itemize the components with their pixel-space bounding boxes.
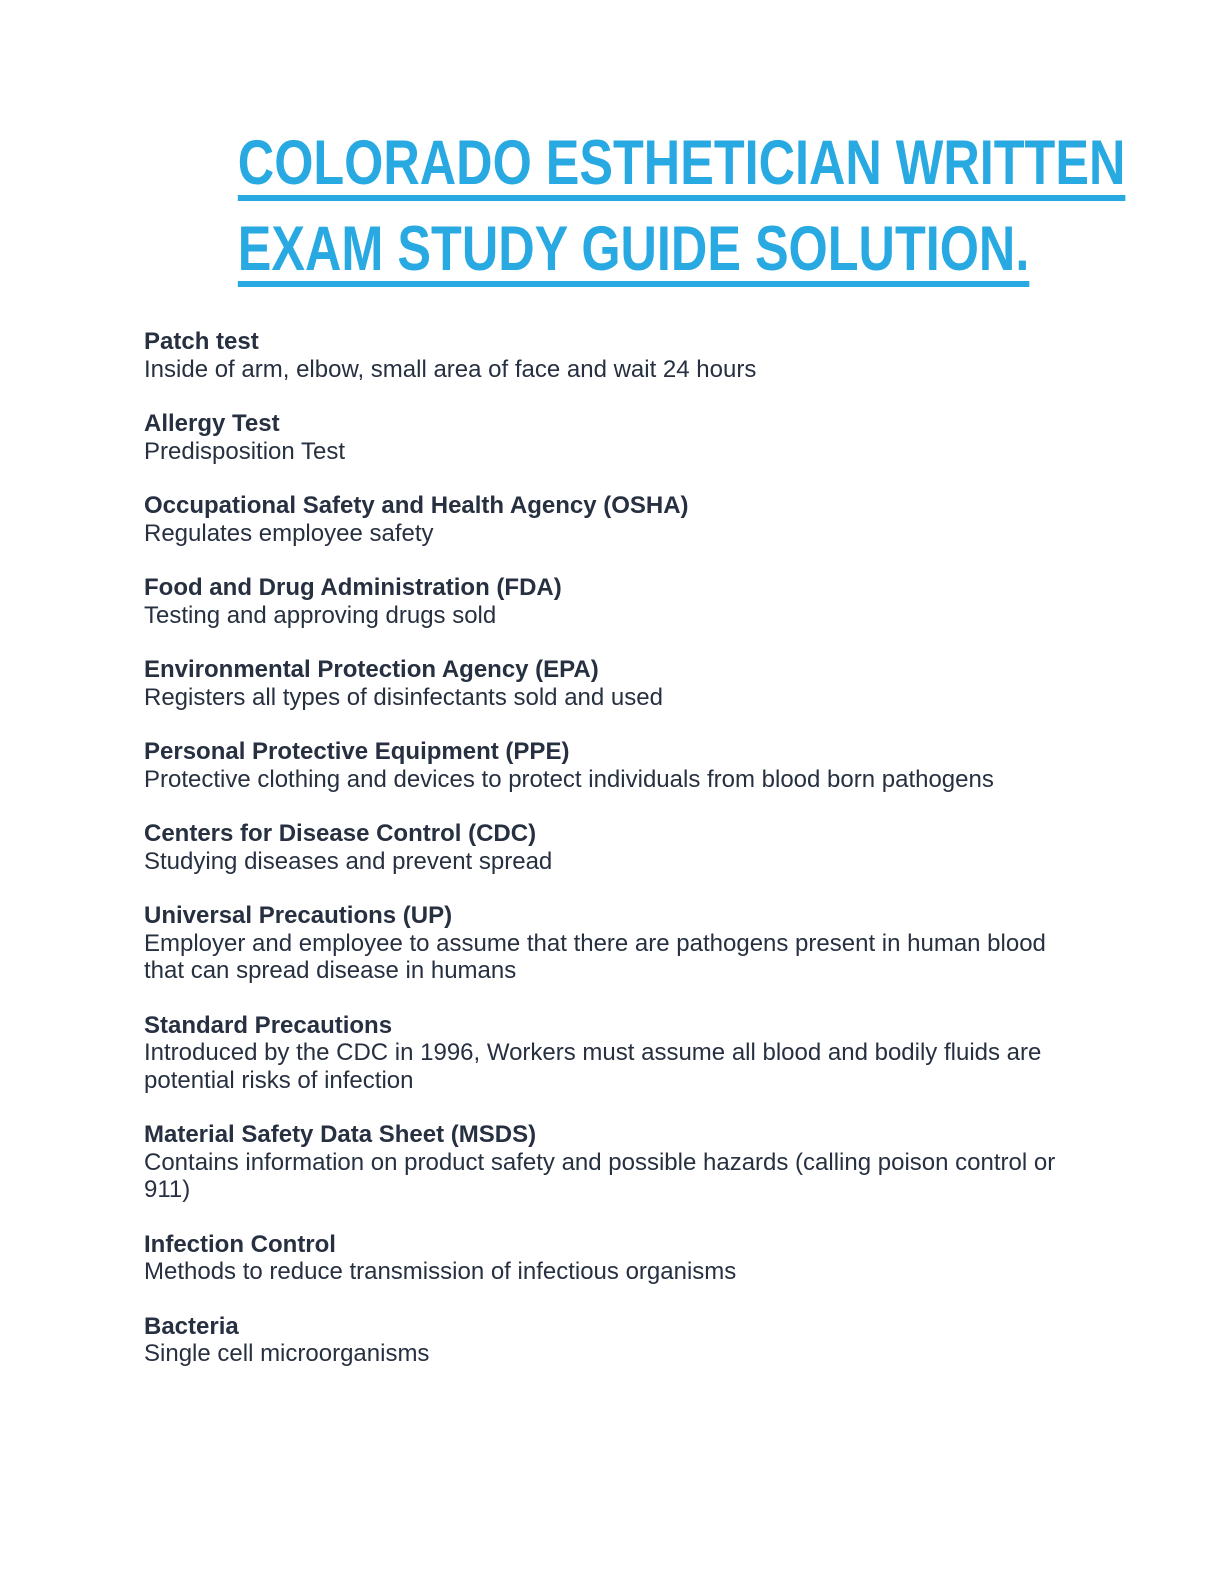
glossary-entry bbox=[144, 1313, 1082, 1368]
term-heading: Personal Protective Equipment (PPE) bbox=[144, 738, 570, 765]
glossary-entry bbox=[144, 656, 1082, 711]
glossary-entry bbox=[144, 492, 1082, 547]
glossary-entry bbox=[144, 1012, 1082, 1095]
page-title bbox=[144, 120, 1126, 292]
term-heading: Environmental Protection Agency (EPA) bbox=[144, 656, 599, 683]
glossary-entry bbox=[144, 574, 1082, 629]
term-definition: Contains information on product safety and possible hazards (calling poison control or 911) bbox=[144, 1148, 1056, 1203]
term-definition: Introduced by the CDC in 1996, Workers must assume all blood and bodily fluids are potential risks of infection bbox=[144, 1039, 1042, 1094]
term-heading: Bacteria bbox=[144, 1312, 239, 1340]
term-definition: Inside of arm, elbow, small area of face and wait 24 hours bbox=[144, 355, 757, 383]
term-heading: Allergy Test bbox=[144, 410, 280, 437]
term-heading: Patch test bbox=[144, 328, 259, 355]
term-heading: Food and Drug Administration (FDA) bbox=[144, 574, 562, 601]
term-definition: Protective clothing and devices to protect individuals from blood born pathogens bbox=[144, 765, 994, 793]
term-heading: Centers for Disease Control (CDC) bbox=[144, 820, 537, 847]
term-heading: Material Safety Data Sheet (MSDS) bbox=[144, 1121, 537, 1148]
glossary-list bbox=[144, 328, 1082, 1368]
glossary-entry bbox=[144, 738, 1082, 793]
term-definition: Single cell microorganisms bbox=[144, 1340, 430, 1367]
term-definition: Testing and approving drugs sold bbox=[144, 601, 497, 629]
term-heading: Universal Precautions (UP) bbox=[144, 902, 453, 929]
term-definition: Studying diseases and prevent spread bbox=[144, 847, 553, 875]
glossary-entry bbox=[144, 1121, 1082, 1204]
term-definition: Regulates employee safety bbox=[144, 519, 434, 547]
glossary-entry bbox=[144, 902, 1082, 985]
glossary-entry bbox=[144, 328, 1082, 383]
term-definition: Predisposition Test bbox=[144, 437, 345, 465]
term-definition: Employer and employee to assume that there are pathogens present in human blood that can spread disease in humans bbox=[144, 929, 1046, 984]
term-heading: Infection Control bbox=[144, 1230, 336, 1258]
page-title-line-1: COLORADO ESTHETICIAN WRITTEN bbox=[237, 128, 1126, 198]
glossary-entry bbox=[144, 1231, 1082, 1286]
term-heading: Occupational Safety and Health Agency (OSHA) bbox=[144, 492, 689, 519]
glossary-entry bbox=[144, 410, 1082, 465]
page-title-line-2: EXAM STUDY GUIDE SOLUTION. bbox=[237, 214, 1030, 284]
term-definition: Registers all types of disinfectants sold and used bbox=[144, 683, 663, 711]
term-heading: Standard Precautions bbox=[144, 1011, 393, 1039]
term-definition: Methods to reduce transmission of infectious organisms bbox=[144, 1258, 737, 1285]
glossary-entry bbox=[144, 820, 1082, 875]
